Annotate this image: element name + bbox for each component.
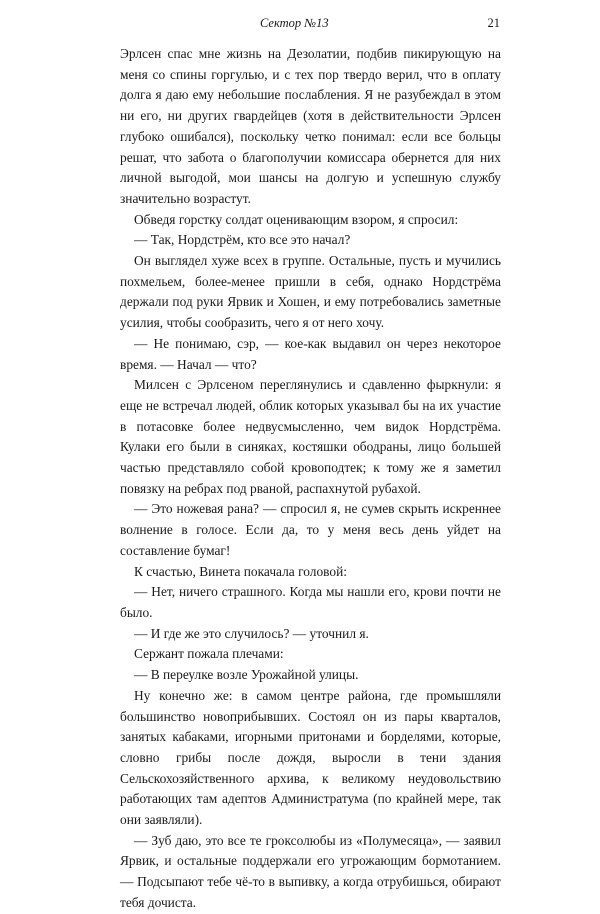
paragraph: Ну конечно же: в самом центре района, где промышляли большинство новоприбывших. Состоял он из пары кварталов, занятых кабаками, игорными притонами и борделями, которые, словно грибы после дождя, выросли в тени здания Сельскохозяйственного архива, к великому неудовольствию работающих там адептов Администратума (по крайней мере, так они заявляли). (120, 687, 501, 828)
dialogue-line: — Зуб даю, это все те гроксолюбы из «Полумесяца», — заявил Ярвик, и остальные поддержали его угрожающим бормотанием. — Подсыпают тебе чё-то в выпивку, а когда отрубишься, обирают тебя дочиста. (120, 832, 501, 910)
running-header (120, 16, 500, 36)
dialogue-line: — В переулке возле Урожайной улицы. (134, 667, 359, 683)
dialogue-line: — Нет, ничего страшного. Когда мы нашли его, крови почти не было. (120, 584, 501, 620)
paragraph: Милсен с Эрлсеном переглянулись и сдавленно фыркнули: я еще не встречал людей, облик которых указывал бы на их участие в потасовке более недвусмысленно, чем видок Нордстрёма. Кулаки его были в синяках, костяшки ободраны, лицо большей частью представляло собой кровоподтек; к тому же я заметил повязку на ребрах под рваной, распахнутой рубахой. (120, 377, 501, 496)
paragraph: Он выглядел хуже всех в группе. Остальные, пусть и мучились похмельем, более-менее пришли в себя, однако Нордстрёма держали под руки Ярвик и Хошен, и ему потребовались заметные усилия, чтобы сообразить, чего я от него хочу. (120, 253, 501, 331)
running-title: Сектор №13 (260, 16, 329, 30)
page-number: 21 (487, 16, 500, 30)
paragraph: Обведя горстку солдат оценивающим взором, я спросил: (134, 211, 459, 227)
dialogue-line: — Это ножевая рана? — спросил я, не сумев скрыть искреннее волнение в голосе. Если да, то у меня весь день уйдет на составление бумаг! (120, 501, 501, 558)
paragraph: К счастью, Винета покачала головой: (134, 563, 347, 579)
body-text (120, 44, 501, 914)
dialogue-line: — Не понимаю, сэр, — кое-как выдавил он через некоторое время. — Начал — что? (120, 335, 501, 372)
paragraph: Эрлсен спас мне жизнь на Дезолатии, подбив пикирующую на меня со спины горгулью, и с тех пор твердо верил, что в оплату долга я даю ему небольшие послабления. Я не разубеждал в этом ни его, ни других гвардейцев (хотя в действительности Эрлсен глубоко ошибался), поскольку четко понимал: если все больцы решат, что забота о благополучии комиссара обернется для них личной выгодой, мои шансы на долгую и успешную службу значительно возрастут. (120, 46, 501, 206)
dialogue-line: — Так, Нордстрём, кто все это начал? (134, 232, 351, 248)
dialogue-line: — И где же это случилось? — уточнил я. (134, 625, 369, 641)
paragraph: Сержант пожала плечами: (134, 646, 284, 662)
